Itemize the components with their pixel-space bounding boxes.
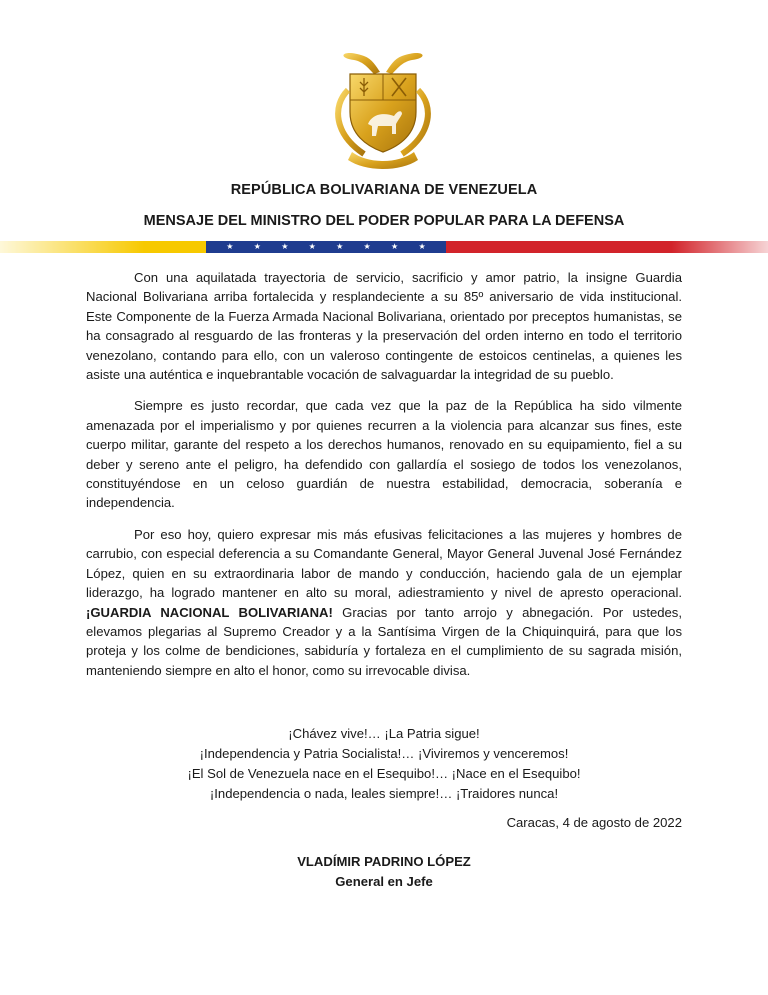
page-subtitle: MENSAJE DEL MINISTRO DEL PODER POPULAR PARA LA DEFENSA (143, 213, 625, 229)
paragraph-3-part-a: Por eso hoy, quiero expresar mis más efusivas felicitaciones a las mujeres y hombres de carrubio, con especial deferencia a su Comandante General, Mayor General Juvenal José Fernández López, quien en su extraordinaria labor de mando y conducción, haciendo gala de un ejemplar liderazgo, ha logrado mantener en alto su moral, adiestramiento y nivel de apresto operacional. (86, 526, 682, 601)
paragraph-1: Con una aquilatada trayectoria de servicio, sacrificio y amor patrio, la insigne Guardia Nacional Bolivariana arriba fortalecida y resplandeciente a su 85º aniversario de vida institucional. Este Componente de la Fuerza Armada Nacional Bolivariana, orientado por preceptos humanistas, se ha consagrado al resguardo de las fronteras y la preservación del orden interno en todo el territorio venezolano, contando para ello, con un valeroso contingente de estoicos centinelas, a quienes les asiste una auténtica e inquebrantable vocación de salvaguardar la integridad de su pueblo. (86, 270, 682, 383)
closing-slogans (0, 724, 768, 804)
place-date: Caracas, 4 de agosto de 2022 (506, 815, 682, 830)
star-icon: ★ (391, 242, 399, 251)
signatory-name: VLADÍMIR PADRINO LÓPEZ (297, 854, 471, 869)
paragraph-3-part-b: Gracias por tanto arrojo y abnegación. Por ustedes, elevamos plegarias al Supremo Creador y a la Santísima Virgen de la Chiquinquirá, para que los proteja y los colme de bendiciones, sabiduría y fortaleza en el cumplimiento de su sagrada misión, manteniendo siempre en alto el honor, como su irrevocable divisa. (86, 604, 682, 678)
paragraph-3 (86, 525, 682, 680)
paragraph-3-emphasis: ¡GUARDIA NACIONAL BOLIVARIANA! (86, 604, 333, 620)
star-icon: ★ (418, 242, 426, 251)
message-body (86, 268, 682, 692)
slogan-line: ¡El Sol de Venezuela nace en el Esequibo!… ¡Nace en el Esequibo! (187, 766, 581, 781)
star-icon: ★ (253, 242, 261, 251)
star-icon: ★ (336, 242, 344, 251)
flag-stripe (0, 241, 768, 253)
signature-block (0, 852, 768, 892)
star-icon: ★ (363, 242, 371, 251)
page-title: REPÚBLICA BOLIVARIANA DE VENEZUELA (230, 182, 538, 198)
star-icon: ★ (226, 242, 234, 251)
coat-of-arms-icon (324, 50, 442, 172)
flag-red-band (446, 241, 768, 253)
slogan-line: ¡Chávez vive!… ¡La Patria sigue! (288, 726, 480, 741)
slogan-line: ¡Independencia o nada, leales siempre!… ¡Traidores nunca! (209, 786, 559, 801)
flag-yellow-band (0, 241, 206, 253)
flag-blue-band (206, 241, 446, 253)
signatory-rank: General en Jefe (335, 874, 433, 889)
star-icon: ★ (308, 242, 316, 251)
star-icon: ★ (281, 242, 289, 251)
paragraph-2: Siempre es justo recordar, que cada vez que la paz de la República ha sido vilmente amenazada por el imperialismo y por quienes recurren a la violencia para alcanzar sus fines, este cuerpo militar, garante del respeto a los derechos humanos, renovado en su equipamiento, fiel a su deber y sereno ante el peligro, ha defendido con gallardía el sosiego de todos los venezolanos, constituyéndose en un celoso guardián de nuestra estabilidad, democracia, soberanía e independencia. (86, 398, 682, 511)
slogan-line: ¡Independencia y Patria Socialista!… ¡Viviremos y venceremos! (199, 746, 569, 761)
